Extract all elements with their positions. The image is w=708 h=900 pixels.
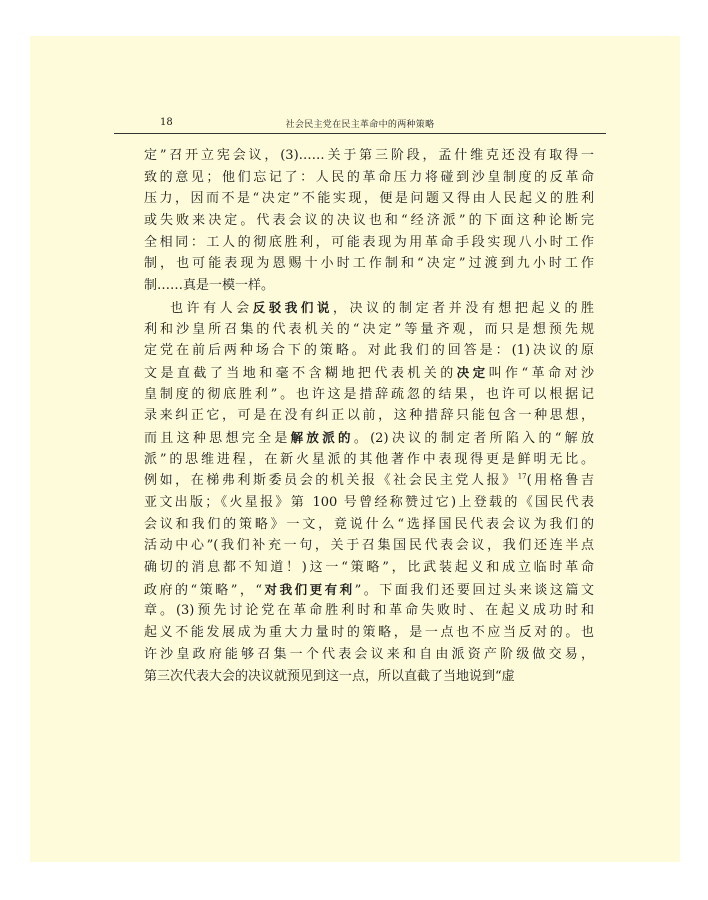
text-line <box>144 145 594 167</box>
line-text: 定”召开立宪会议，(3)……关于第三阶段，孟什维克还没有取得一 <box>144 148 594 163</box>
text-line <box>144 557 594 579</box>
text-line <box>144 253 594 275</box>
text-line <box>144 210 594 232</box>
line-text: 全相同：工人的彻底胜利，可能表现为用革命手段实现八小时工作 <box>144 234 594 250</box>
text-line <box>144 275 594 297</box>
text-line <box>144 427 594 449</box>
text-line <box>144 188 594 210</box>
line-text: 派”的思维进程，在新火星派的其他著作中表现得更是鲜明无比。 <box>144 451 594 467</box>
line-text: 活动中心”(我们补充一句，关于召集国民代表会议，我们还连半点 <box>144 538 594 554</box>
line-text: 或失败来决定。代表会议的决议也和“经济派”的下面这种论断完 <box>144 213 594 229</box>
line-text: 许沙皇政府能够召集一个代表会议来和自由派资产阶级做交易， <box>144 646 594 662</box>
line-text: 第三次代表大会的决议就预见到这一点，所以直截了当地说到“虚 <box>144 668 515 684</box>
line-text: 利和沙皇所召集的代表机关的“决定”等量齐观，而只是想预先规 <box>144 321 594 337</box>
line-text: 叫作“革命对沙 <box>488 365 594 381</box>
line-text: 皇制度的彻底胜利”。也许这是措辞疏忽的结果，也许可以根据记 <box>144 386 594 402</box>
line-text: 文是直截了当地和毫不含糊地把代表机关的 <box>144 365 457 381</box>
line-text: ”。下面我们还要回过头来谈这篇文 <box>354 582 594 598</box>
text-line <box>144 319 594 341</box>
text-line <box>144 340 594 362</box>
emphasis-text: 决定 <box>456 364 489 380</box>
line-text: 而且这种思想完全是 <box>144 430 291 446</box>
text-line <box>144 297 594 319</box>
line-text: 例如，在梯弗利斯委员会的机关报《社会民主党人报》 <box>144 473 518 489</box>
line-text: 制……真是一模一样。 <box>144 278 275 294</box>
line-text: ，决议的制定者并没有想把起义的胜 <box>332 300 594 316</box>
text-line <box>144 384 594 406</box>
running-title: 社会民主党在民主革命中的两种策略 <box>285 120 435 130</box>
text-line <box>144 666 594 688</box>
line-text: 亚文出版；《火星报》第 100 号曾经称赞过它)上登载的《国民代表 <box>144 495 594 510</box>
line-text: 录来纠正它，可是在没有纠正以前，这种措辞只能包含一种思想， <box>144 408 594 424</box>
text-line <box>144 167 594 189</box>
text-line <box>144 622 594 644</box>
text-line <box>144 644 594 666</box>
line-text: (用格鲁吉 <box>526 473 594 489</box>
text-line <box>144 362 594 384</box>
emphasis-text: 反驳我们说 <box>252 299 333 315</box>
page-header <box>114 113 606 134</box>
line-text: 确切的消息都不知道！)这一“策略”，比武装起义和成立临时革命 <box>144 560 594 576</box>
text-line <box>144 535 594 557</box>
text-line <box>144 514 594 536</box>
text-line <box>144 232 594 254</box>
line-text: 制，也可能表现为恩赐十小时工作制和“决定”过渡到九小时工作 <box>144 256 594 272</box>
line-text: 会议和我们的策略》一文，竟说什么“选择国民代表会议为我们的 <box>144 516 594 532</box>
footnote-marker: 17 <box>517 472 527 481</box>
body-text <box>144 145 594 687</box>
emphasis-text: 解放派的 <box>290 429 354 445</box>
text-line <box>144 492 594 514</box>
line-text: 起义不能发展成为重大力量时的策略，是一点也不应当反对的。也 <box>144 625 594 641</box>
text-line <box>144 449 594 471</box>
line-text: 政府的“策略”，“ <box>144 582 263 598</box>
text-line <box>144 579 594 601</box>
text-line <box>144 600 594 622</box>
line-text: 压力，因而不是“决定”不能实现，便是问题又得由人民起义的胜利 <box>144 191 594 207</box>
text-line <box>144 405 594 427</box>
line-text: 致的意见；他们忘记了：人民的革命压力将碰到沙皇制度的反革命 <box>144 169 594 185</box>
line-text: 。(2)决议的制定者所陷入的“解放 <box>353 430 594 446</box>
line-text: 也许有人会 <box>170 300 253 316</box>
emphasis-text: 对我们更有利 <box>262 581 355 597</box>
line-text: 章。(3)预先讨论党在革命胜利时和革命失败时、在起义成功时和 <box>144 603 594 619</box>
page-number: 18 <box>160 117 173 128</box>
text-line <box>144 470 594 492</box>
line-text: 定党在前后两种场合下的策略。对此我们的回答是：(1)决议的原 <box>144 343 594 359</box>
